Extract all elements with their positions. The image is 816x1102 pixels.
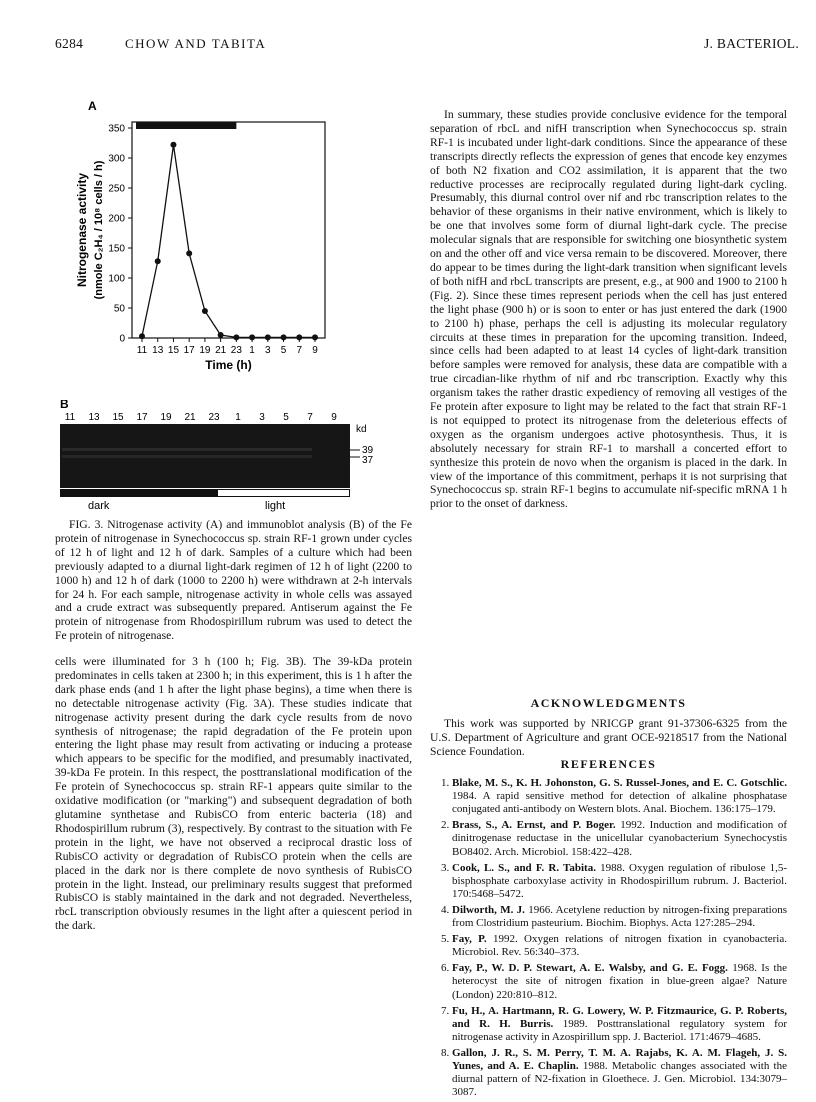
- data-point: [139, 333, 145, 339]
- reference-text: 1992. Induction and modification of dinitrogenase reductase in the unicellular cyanobacterium Synechocystis BO8402. Arch. Microbiol. 158:422–428.: [452, 819, 787, 858]
- blot-lane-label: 21: [184, 412, 196, 423]
- x-tick-label: 19: [199, 345, 211, 356]
- y-axis-label-line1: Nitrogenase activity: [75, 172, 89, 288]
- marker-37-label: 37: [362, 455, 374, 466]
- reference-item: [452, 933, 787, 959]
- y-tick-label: 50: [113, 303, 125, 315]
- y-tick-label: 250: [108, 183, 125, 195]
- data-point: [202, 308, 208, 314]
- right-column-body: [430, 108, 787, 511]
- y-tick-label: 300: [108, 153, 125, 165]
- data-point: [296, 334, 302, 340]
- figure-caption: [55, 518, 412, 643]
- data-point: [249, 334, 255, 340]
- light-label: light: [265, 500, 286, 512]
- reference-item: [452, 777, 787, 816]
- y-tick-label: 100: [108, 273, 125, 285]
- x-tick-label: 23: [230, 345, 242, 356]
- summary-paragraph: In summary, these studies provide conclusive evidence for the temporal separation of rbcL and nifH transcription when Synechococcus sp. strain RF-1 is incubated under light-dark conditions. Since the appearance of these transcripts directly reflects the expression of genes that encode key enzymes of both N2 fixation and CO2 assimilation, it is apparent that the two reductive processes are reciprocally regulated during light-dark cycling. Presumably, this diurnal control over nif and rbc transcription relates to the behavior of these organisms in their native environment, which is likely to be one that involves some form of diurnal light-dark cycle. The precise molecular signals that are responsible for switching one biosynthetic system on and the other off and vice versa remain to be discovered. Moreover, there do appear to be times during the light-dark transition when significant levels of both nifH and rbcL transcripts are present, e.g., at 900 and 1900 to 2100 h (Fig. 2). Since these times represent periods when the cell has just entered the light phase (900 h) or is soon to enter or has just entered the dark (1900 to 2100 h) phase, perhaps the cell is adjusting its molecular regulatory circuits at these times in preparation for the upcoming transition. Indeed, since cells had been adapted to at least 14 cycles of light-dark transition before samples were removed for analysis, these data are compatible with a true circadian-like rhythm of nif and rbc transcription. Exactly why this organism takes the rather drastic expediency of removing all vestiges of the Fe protein after exposure to light may be related to the fact that strain RF-1 is not equipped to protect its nitrogenase from the deleterious effects of oxygen as the organism undergoes active photosynthesis. Thus, it is absolutely necessary for strain RF-1 to marshall a concerted effort to synthesize this protein de novo when the organism is placed in the dark. In view of the importance of this commitment, perhaps it is not surprising that Synechococcus sp. strain RF-1 begins to accumulate nif-specific mRNA 1 h prior to the onset of darkness.: [430, 108, 787, 511]
- reference-item: [452, 904, 787, 930]
- blot-band-39kd: [62, 448, 312, 451]
- blot-lane-labels: [65, 412, 337, 423]
- reference-text: 1988. Oxygen regulation of ribulose 1,5-bisphosphate carboxylase activity in Rhodospirillum rubrum. J. Bacteriol. 170:5468–5472.: [452, 861, 787, 900]
- reference-text: 1984. A rapid sensitive method for detection of alkaline phosphatase conjugated anti-antibody on Western blots. Anal. Biochem. 136:175–179.: [452, 790, 787, 816]
- reference-item: [452, 962, 787, 1001]
- reference-authors: Blake, M. S., K. H. Johonston, G. S. Russel-Jones, and E. C. Gotschlic.: [452, 777, 787, 790]
- dark-period-bar: [136, 122, 236, 129]
- reference-authors: Dilworth, M. J.: [452, 903, 529, 916]
- data-point: [265, 334, 271, 340]
- x-axis-label: Time (h): [205, 358, 252, 372]
- chart-layer: [75, 122, 325, 372]
- reference-text: 1988. Metabolic changes associated with the diurnal pattern of N2-fixation in Gloethece. J. Gen. Microbiol. 134:3079–3087.: [452, 1059, 787, 1099]
- journal-name: J. BACTERIOL.: [704, 36, 800, 51]
- blot-band-37kd: [62, 455, 312, 458]
- reference-authors: Cook, L. S., and F. R. Tabita.: [452, 861, 601, 874]
- immunoblot-panel: [60, 400, 410, 512]
- reference-text: 1966. Acetylene reduction by nitrogen-fixing preparations from Clostridium pasteurium. Biochim. Biophys. Acta 127:285–294.: [452, 903, 788, 930]
- series-line: [142, 145, 315, 338]
- data-point: [218, 332, 224, 338]
- figure-caption-text: FIG. 3. Nitrogenase activity (A) and immunoblot analysis (B) of the Fe protein of nitrogenase in Synechococcus sp. strain RF-1 grown under cycles of 12 h of light and 12 h of dark. Samples of a culture which had been previously adapted to a diurnal light-dark regimen of 12 h of light (2200 to 1000 h) and 12 h of dark (1000 to 2200 h) were withdrawn at 2-h intervals for 24 h. For each sample, nitrogenase activity in whole cells was assayed and a crude extract was subsequently prepared. Antiserum against the Fe protein of nitrogenase from Rhodospirillum rubrum was used to detect the Fe protein of nitrogenase.: [55, 518, 412, 643]
- data-point: [312, 334, 318, 340]
- blot-lane-label: 11: [64, 412, 76, 423]
- blot-lane-label: 17: [136, 412, 148, 423]
- reference-item: [452, 819, 787, 858]
- x-tick-label: 11: [136, 345, 148, 356]
- reference-item: [452, 1047, 787, 1099]
- blot-lane-label: 13: [88, 412, 100, 423]
- reference-text: 1989. Posttranslational regulatory system for nitrogenase activity in Azospirillum spp. J. Bacteriol. 171:4679–4685.: [452, 1017, 787, 1043]
- blot-lane-label: 19: [160, 412, 172, 423]
- blot-lane-label: 15: [112, 412, 124, 423]
- data-point: [281, 334, 287, 340]
- x-tick-label: 3: [265, 345, 271, 356]
- page-number: 6284: [55, 36, 84, 51]
- data-point: [186, 250, 192, 256]
- reference-authors: Gallon, J. R., S. M. Perry, T. M. A. Rajabs, K. A. M. Flageh, J. S. Yunes, and A. E. Chaplin.: [452, 1046, 787, 1072]
- plot-frame: [132, 122, 325, 338]
- blot-lane-label: 7: [307, 412, 313, 423]
- y-tick-label: 200: [108, 213, 125, 225]
- y-tick-label: 0: [119, 333, 125, 345]
- references-section: [430, 758, 787, 1102]
- left-column-body: [55, 655, 412, 933]
- running-authors: CHOW AND TABITA: [125, 36, 267, 51]
- reference-authors: Fay, P., W. D. P. Stewart, A. E. Walsby, and G. E. Fogg.: [452, 962, 733, 975]
- x-tick-label: 7: [296, 345, 303, 356]
- blot-lane-label: 3: [259, 412, 265, 423]
- acknowledgments-text: This work was supported by NRICGP grant 91-37306-6325 from the U.S. Department of Agriculture and grant OCE-9218517 from the National Science Foundation.: [430, 716, 787, 758]
- reference-authors: Brass, S., A. Ernst, and P. Boger.: [452, 819, 621, 832]
- reference-item: [452, 1005, 787, 1044]
- references-list: [430, 777, 787, 1099]
- panel-b-label: B: [60, 400, 69, 411]
- y-tick-label: 350: [108, 123, 125, 135]
- reference-text: 1992. Oxygen relations of nitrogen fixation in cyanobacteria. Microbiol. Rev. 56:340–373.: [452, 933, 787, 959]
- x-tick-label: 9: [312, 345, 318, 356]
- reference-authors: Fu, H., A. Hartmann, R. G. Lowery, W. P. Fitzmaurice, G. P. Roberts, and R. H. Burris.: [452, 1004, 787, 1030]
- blot-lane-label: 1: [235, 412, 241, 423]
- blot-lane-label: 5: [283, 412, 289, 423]
- data-point: [233, 334, 239, 340]
- reference-item: [452, 862, 787, 901]
- x-tick-label: 17: [183, 345, 195, 356]
- acknowledgments-heading: ACKNOWLEDGMENTS: [530, 696, 687, 710]
- left-body-paragraph: cells were illuminated for 3 h (100 h; Fig. 3B). The 39-kDa protein predominates in cells taken at 2300 h; in this experiment, this is 1 h after the dark phase ends (and 1 h after the light phase begins), a time when there is no detectable nitrogenase activity (Fig. 3A). These studies indicate that nitrogenase activity present during the dark cycle results from de novo synthesis of nitrogenase; the rapid degradation of the Fe protein upon entering the light phase may result from activating or inducing a protease which appears to be specific for the modified, and presumably inactivated, 39-kDa Fe protein. In this respect, the posttranslational modification of the Fe protein of Synechococcus sp. strain RF-1 appears quite similar to the oxidative modification (or "marking") and subsequent degradation of both glutamine synthetase and RubisCO from enteric bacteria (18) and Rhodospirillum rubrum (3), respectively. By contrast to the situation with Fe protein in the light, we have not observed a reciprocal drastic loss of RubisCO activity or degradation of RubisCO protein when the cells are placed in the dark nor is there complete de novo synthesis of RubisCO protein in the light. Instead, our preliminary results suggest that preformed RubisCO is stably maintained in the dark and not degraded. Nevertheless, rbcL transcription obviously resumes in the light after a quiescent period in the dark.: [55, 655, 412, 933]
- y-tick-label: 150: [108, 243, 125, 255]
- data-point: [155, 258, 161, 264]
- data-point: [170, 142, 176, 148]
- marker-39-label: 39: [362, 445, 374, 456]
- blot-unit-label: kd: [356, 424, 367, 435]
- blot-lane-label: 23: [208, 412, 220, 423]
- dark-label: dark: [88, 500, 110, 512]
- acknowledgments-section: [430, 697, 787, 759]
- y-axis-label-line2: (nmole C₂H₄ / 10⁸ cells / h): [93, 160, 105, 300]
- reference-authors: Fay, P.: [452, 933, 493, 946]
- x-tick-label: 1: [249, 345, 255, 356]
- nitrogenase-activity-chart: [60, 100, 410, 400]
- x-tick-label: 21: [215, 345, 227, 356]
- panel-a-label: A: [88, 100, 97, 113]
- blot-lane-label: 9: [331, 412, 337, 423]
- light-bar-segment: [218, 490, 349, 496]
- x-tick-label: 13: [152, 345, 164, 356]
- x-tick-label: 15: [167, 345, 180, 356]
- reference-text: 1968. Is the heterocyst the site of nitrogen fixation in blue-green algae? Nature (London) 220:810–812.: [452, 962, 787, 1001]
- references-heading: REFERENCES: [560, 757, 657, 771]
- x-tick-label: 5: [280, 345, 287, 356]
